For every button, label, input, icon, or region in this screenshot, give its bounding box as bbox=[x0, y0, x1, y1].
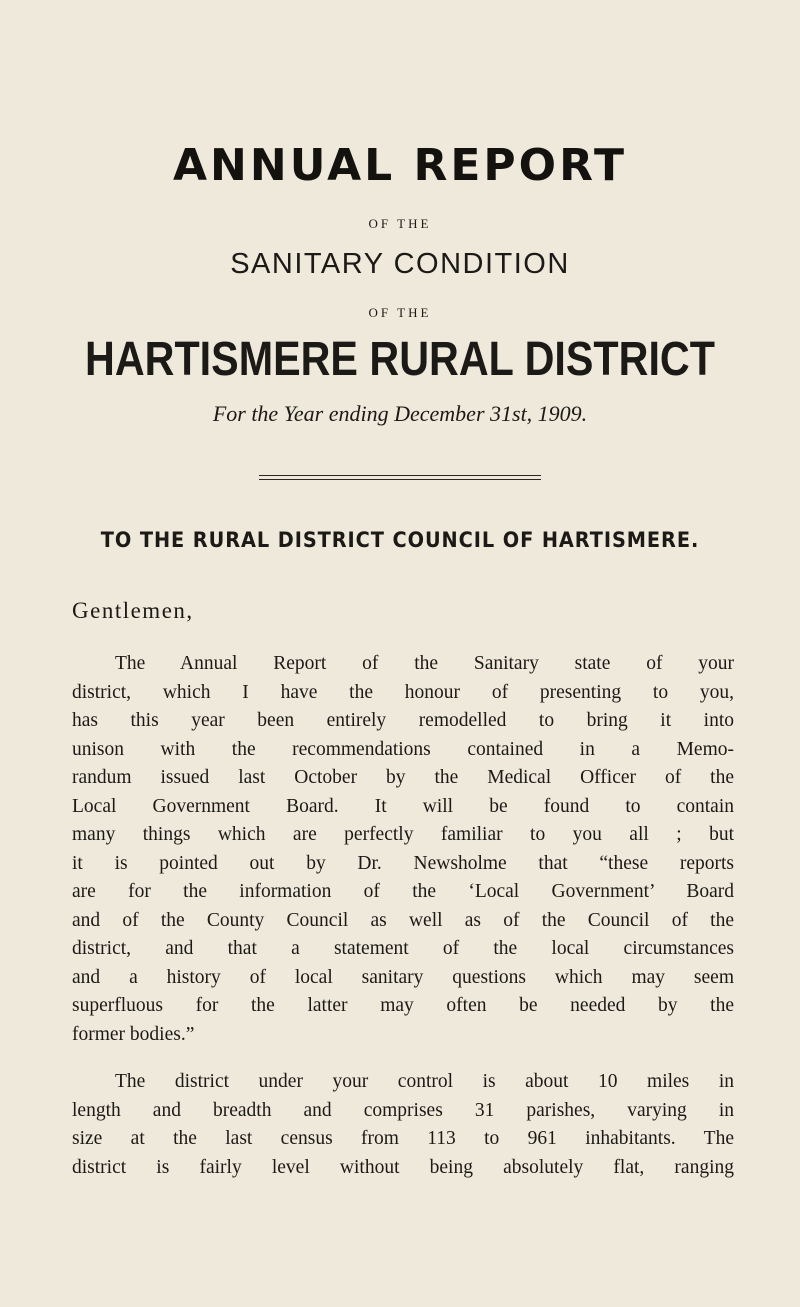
text-line: district, which I have the honour of presenting to you, bbox=[72, 681, 734, 703]
of-the-1: OF THE bbox=[368, 216, 432, 231]
text-line: are for the information of the ‘Local Government’ Board bbox=[72, 881, 734, 902]
report-subject: SANITARY CONDITION bbox=[230, 248, 570, 280]
text-line: superfluous for the latter may often be needed by the bbox=[72, 995, 734, 1016]
divider-rule-top bbox=[259, 475, 541, 476]
text-line: unison with the recommendations contained in a Memo- bbox=[72, 738, 734, 760]
text-line: The Annual Report of the Sanitary state of your bbox=[115, 653, 734, 674]
text-line: size at the last census from 113 to 961 inhabitants. The bbox=[72, 1128, 734, 1149]
of-the-2: OF THE bbox=[368, 305, 432, 320]
text-line: many things which are perfectly familiar to you all ; but bbox=[72, 824, 734, 845]
text-line: district, and that a statement of the local circumstances bbox=[72, 938, 734, 959]
text-line: district is fairly level without being absolutely flat, ranging bbox=[72, 1156, 734, 1178]
text-line: and of the County Council as well as of the Council of the bbox=[72, 909, 734, 931]
text-line: randum issued last October by the Medical Officer of the bbox=[72, 767, 734, 788]
text-line: The district under your control is about 10 miles in bbox=[115, 1071, 734, 1092]
text-line: Local Government Board. It will be found to contain bbox=[72, 795, 734, 817]
salutation: Gentlemen, bbox=[72, 598, 194, 623]
text-line: former bodies.” bbox=[72, 1023, 195, 1045]
text-line: length and breadth and comprises 31 parishes, varying in bbox=[72, 1099, 734, 1121]
text-line: has this year been entirely remodelled to bring it into bbox=[72, 710, 734, 731]
district-name: HARTISMERE RURAL DISTRICT bbox=[85, 333, 715, 386]
report-period: For the Year ending December 31st, 1909. bbox=[212, 401, 588, 426]
paragraph-2 bbox=[72, 1068, 734, 1182]
divider-rule-bottom bbox=[259, 479, 541, 480]
text-line: it is pointed out by Dr. Newsholme that “these reports bbox=[72, 852, 734, 874]
text-line: and a history of local sanitary questions which may seem bbox=[72, 966, 734, 988]
paragraph-1 bbox=[72, 650, 734, 1049]
address-heading: TO THE RURAL DISTRICT COUNCIL OF HARTISMERE. bbox=[100, 528, 700, 552]
report-title: ANNUAL REPORT bbox=[173, 140, 627, 191]
